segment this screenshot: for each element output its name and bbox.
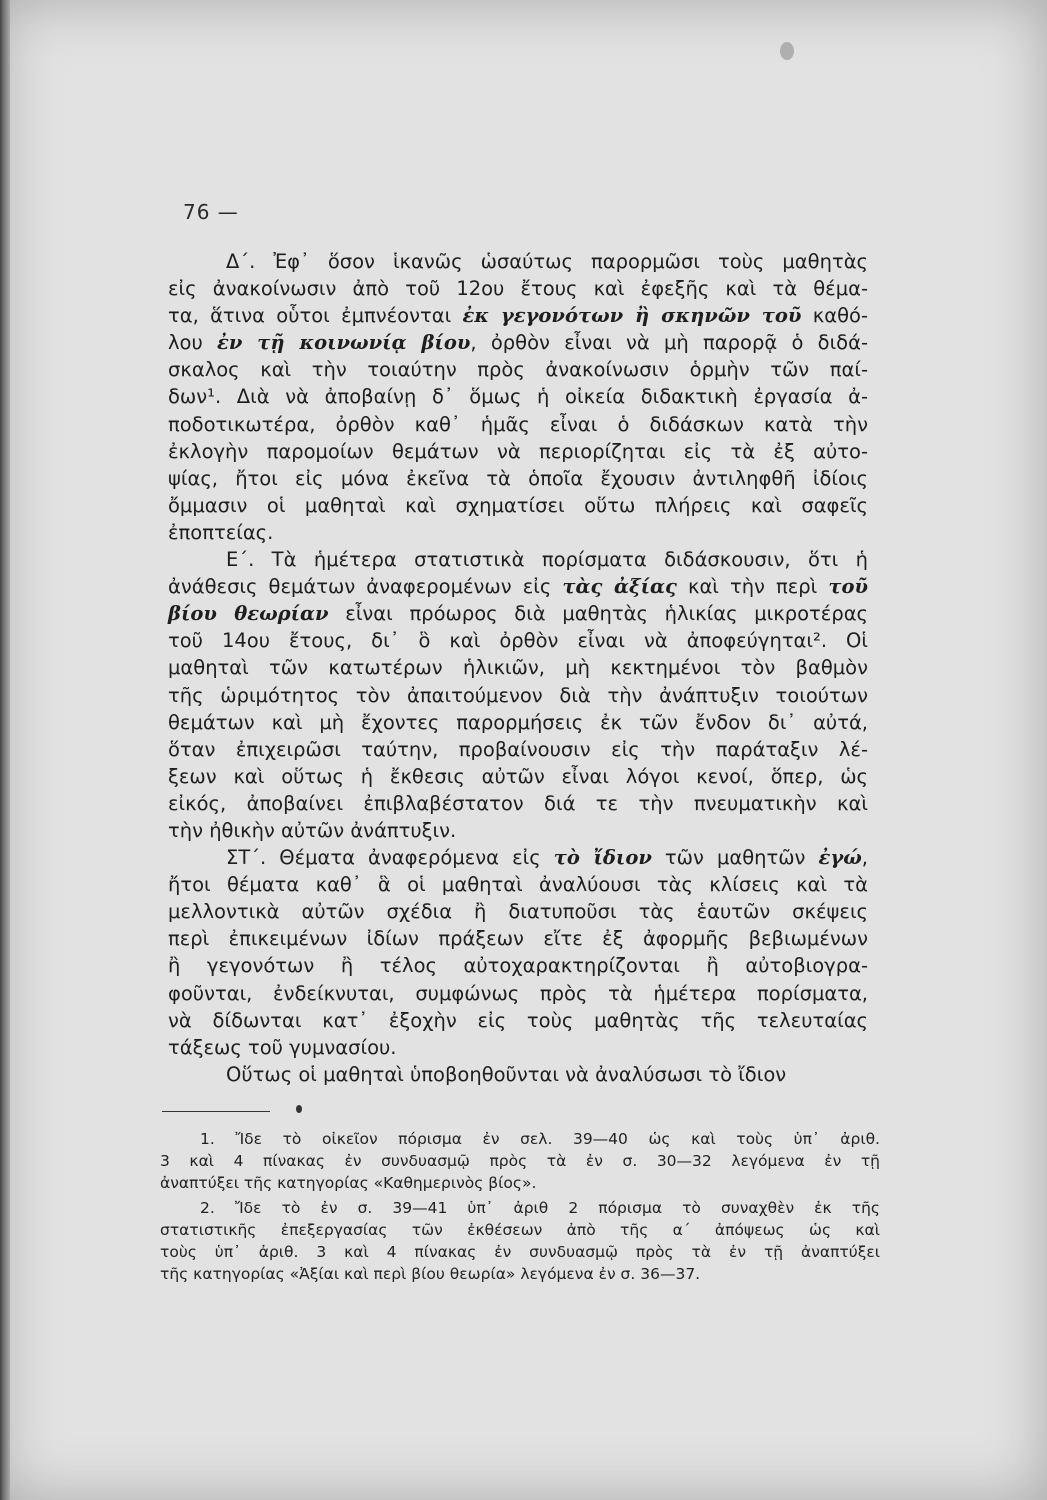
italic-phrase: τὰς ἀξίας xyxy=(562,575,677,599)
paragraph xyxy=(168,844,868,1061)
text-line: ψίας, ἤτοι εἰς μόνα ἐκεῖνα τὰ ὁποῖα ἔχουσιν ἀντιληφθῆ ἰδίοις xyxy=(168,466,868,490)
text-line: ξεων καὶ οὕτως ἡ ἔκθεσις αὐτῶν εἶναι λόγοι κενοί, ὅπερ, ὡς xyxy=(168,764,868,788)
text-line: σκαλος καὶ τὴν τοιαύτην πρὸς ἀνακοίνωσιν ὁρμὴν τῶν παί- xyxy=(168,358,868,382)
text-line: θεμάτων καὶ μὴ ἔχοντες παρορμήσεις ἐκ τῶν ἔνδον δι᾽ αὐτά, xyxy=(168,710,868,734)
page-binding-edge xyxy=(0,0,10,1500)
text-line: μελλοντικὰ αὐτῶν σχέδια ἢ διατυποῦσι τὰς ἑαυτῶν σκέψεις xyxy=(168,900,868,924)
text-line: φοῦνται, ἐνδείκνυται, συμφώνως πρὸς τὰ ἡμέτερα πορίσματα, xyxy=(168,981,868,1005)
italic-phrase: ἐν τῇ κοινωνίᾳ βίου xyxy=(217,331,471,355)
text-line: ὅταν ἐπιχειρῶσι ταύτην, προβαίνουσιν εἰς τὴν παράταξιν λέ- xyxy=(168,737,868,761)
text-line: στατιστικῆς ἐπεξεργασίας τῶν ἐκθέσεων ἀπὸ τῆς α΄ ἀπόψεως ὡς καὶ xyxy=(160,1220,880,1239)
footnotes xyxy=(160,1128,880,1287)
text-line: Ε΄. Τὰ ἡμέτερα στατιστικὰ πορίσματα διδάσκουσιν, ὅτι ἡ xyxy=(226,548,868,572)
footnote-separator xyxy=(162,1111,270,1112)
italic-phrase: τὸ ἴδιον xyxy=(553,846,652,870)
text-line: τὴν ἠθικὴν αὐτῶν ἀνάπτυξιν. xyxy=(168,818,457,842)
text-line: 2. Ἴδε τὸ ἐν σ. 39—41 ὑπ᾽ ἀριθ 2 πόρισμα τὸ συναχθὲν ἐκ τῆς xyxy=(200,1198,880,1217)
footnote xyxy=(160,1128,880,1195)
text-line: τάξεως τοῦ γυμνασίου. xyxy=(168,1035,397,1059)
text-line: τα, ἅτινα οὗτοι ἐμπνέονται ἐκ γεγονότων ἢ σκηνῶν τοῦ καθό- xyxy=(168,304,868,328)
text-line: ποδοτικωτέρα, ὀρθὸν καθ᾽ ἡμᾶς εἶναι ὁ διδάσκων κατὰ τὴν xyxy=(168,412,868,436)
italic-phrase: ἐκ γεγονότων ἢ σκηνῶν τοῦ xyxy=(462,304,802,328)
text-line: Δ΄. Ἐφ᾽ ὅσον ἱκανῶς ὡσαύτως παρορμῶσι τοὺς μαθητὰς xyxy=(226,250,868,273)
paragraph xyxy=(168,1061,868,1088)
paragraph xyxy=(168,248,868,546)
text-line: 1. Ἴδε τὸ οἰκεῖον πόρισμα ἐν σελ. 39—40 ὡς καὶ τοὺς ὑπ᾽ ἀριθ. xyxy=(200,1130,880,1148)
text-line: νὰ δίδωνται κατ᾽ ἐξοχὴν εἰς τοὺς μαθητὰς τῆς τελευταίας xyxy=(168,1008,868,1032)
text-line: μαθηταὶ τῶν κατωτέρων ἡλικιῶν, μὴ κεκτημένοι τὸν βαθμὸν xyxy=(168,656,868,680)
footnote xyxy=(160,1197,880,1286)
text-line: τῆς ὡριμότητος τὸν ἀπαιτούμενον διὰ τὴν ἀνάπτυξιν τοιούτων xyxy=(168,683,868,707)
italic-phrase: ἐγώ xyxy=(818,846,862,870)
text-line: ΣΤ΄. Θέματα ἀναφερόμενα εἰς τὸ ἴδιον τῶν μαθητῶν ἐγώ, xyxy=(226,846,868,870)
separator-dot xyxy=(296,1105,302,1113)
text-line: δων¹. Διὰ νὰ ἀποβαίνῃ δ᾽ ὅμως ἡ οἰκεία διδακτικὴ ἐργασία ἀ- xyxy=(168,385,868,409)
text-line: ἐποπτείας. xyxy=(168,520,274,544)
text-line: 3 καὶ 4 πίνακας ἐν συνδυασμῷ πρὸς τὰ ἐν σ. 30—32 λεγόμενα ἐν τῇ xyxy=(160,1152,880,1171)
text-line: ἢ γεγονότων ἢ τέλος αὐτοχαρακτηρίζονται ἢ αὐτοβιογρα- xyxy=(168,954,868,978)
text-line: ἐκλογὴν παρομοίων θεμάτων νὰ περιορίζηται εἰς τὰ ἐξ αὐτο- xyxy=(168,439,868,463)
text-line: τοὺς ὑπ᾽ ἀριθ. 3 καὶ 4 πίνακας ἐν συνδυασμῷ πρὸς τὰ ἐν τῇ ἀναπτύξει xyxy=(160,1243,880,1262)
paragraph xyxy=(168,546,868,844)
text-line: ὄμμασιν οἱ μαθηταὶ καὶ σχηματίσει οὕτω πλήρεις καὶ σαφεῖς xyxy=(168,493,868,517)
text-line: ἀναπτύξει τῆς κατηγορίας «Καθημερινὸς βίος». xyxy=(160,1174,537,1193)
text-line: τοῦ 14ου ἔτους, δι᾽ ὃ καὶ ὀρθὸν εἶναι νὰ ἀποφεύγηται². Οἱ xyxy=(168,629,868,653)
italic-phrase: τοῦ xyxy=(828,575,868,599)
text-line: Οὕτως οἱ μαθηταὶ ὑποβοηθοῦνται νὰ ἀναλύσωσι τὸ ἴδιον xyxy=(226,1062,787,1086)
text-line: εἰκός, ἀποβαίνει ἐπιβλαβέστατον διά τε τὴν πνευματικὴν καὶ xyxy=(168,791,868,815)
text-line: εἰς ἀνακοίνωσιν ἀπὸ τοῦ 12ου ἔτους καὶ ἐφεξῆς καὶ τὰ θέμα- xyxy=(168,277,868,301)
text-line: τῆς κατηγορίας «Ἀξίαι καὶ περὶ βίου θεωρία» λεγόμενα ἐν σ. 36—37. xyxy=(160,1265,701,1284)
text-line: λου ἐν τῇ κοινωνίᾳ βίου, ὀρθὸν εἶναι νὰ μὴ παρορᾷ ὁ διδά- xyxy=(168,331,869,355)
text-line: βίου θεωρίαν εἶναι πρόωρος διὰ μαθητὰς ἡλικίας μικροτέρας xyxy=(168,602,868,626)
body-text xyxy=(168,248,868,1088)
text-line: ἀνάθεσις θεμάτων ἀναφερομένων εἰς τὰς ἀξίας καὶ τὴν περὶ τοῦ xyxy=(168,575,868,599)
italic-phrase: βίου θεωρίαν xyxy=(168,602,329,626)
text-line: ἤτοι θέματα καθ᾽ ἃ οἱ μαθηταὶ ἀναλύουσι τὰς κλίσεις καὶ τὰ xyxy=(168,873,868,897)
ink-spot xyxy=(780,42,794,60)
text-line: περὶ ἐπικειμένων ἰδίων πράξεων εἴτε ἐξ ἀφορμῆς βεβιωμένων xyxy=(168,927,868,951)
page-number: 76 — xyxy=(183,200,239,224)
